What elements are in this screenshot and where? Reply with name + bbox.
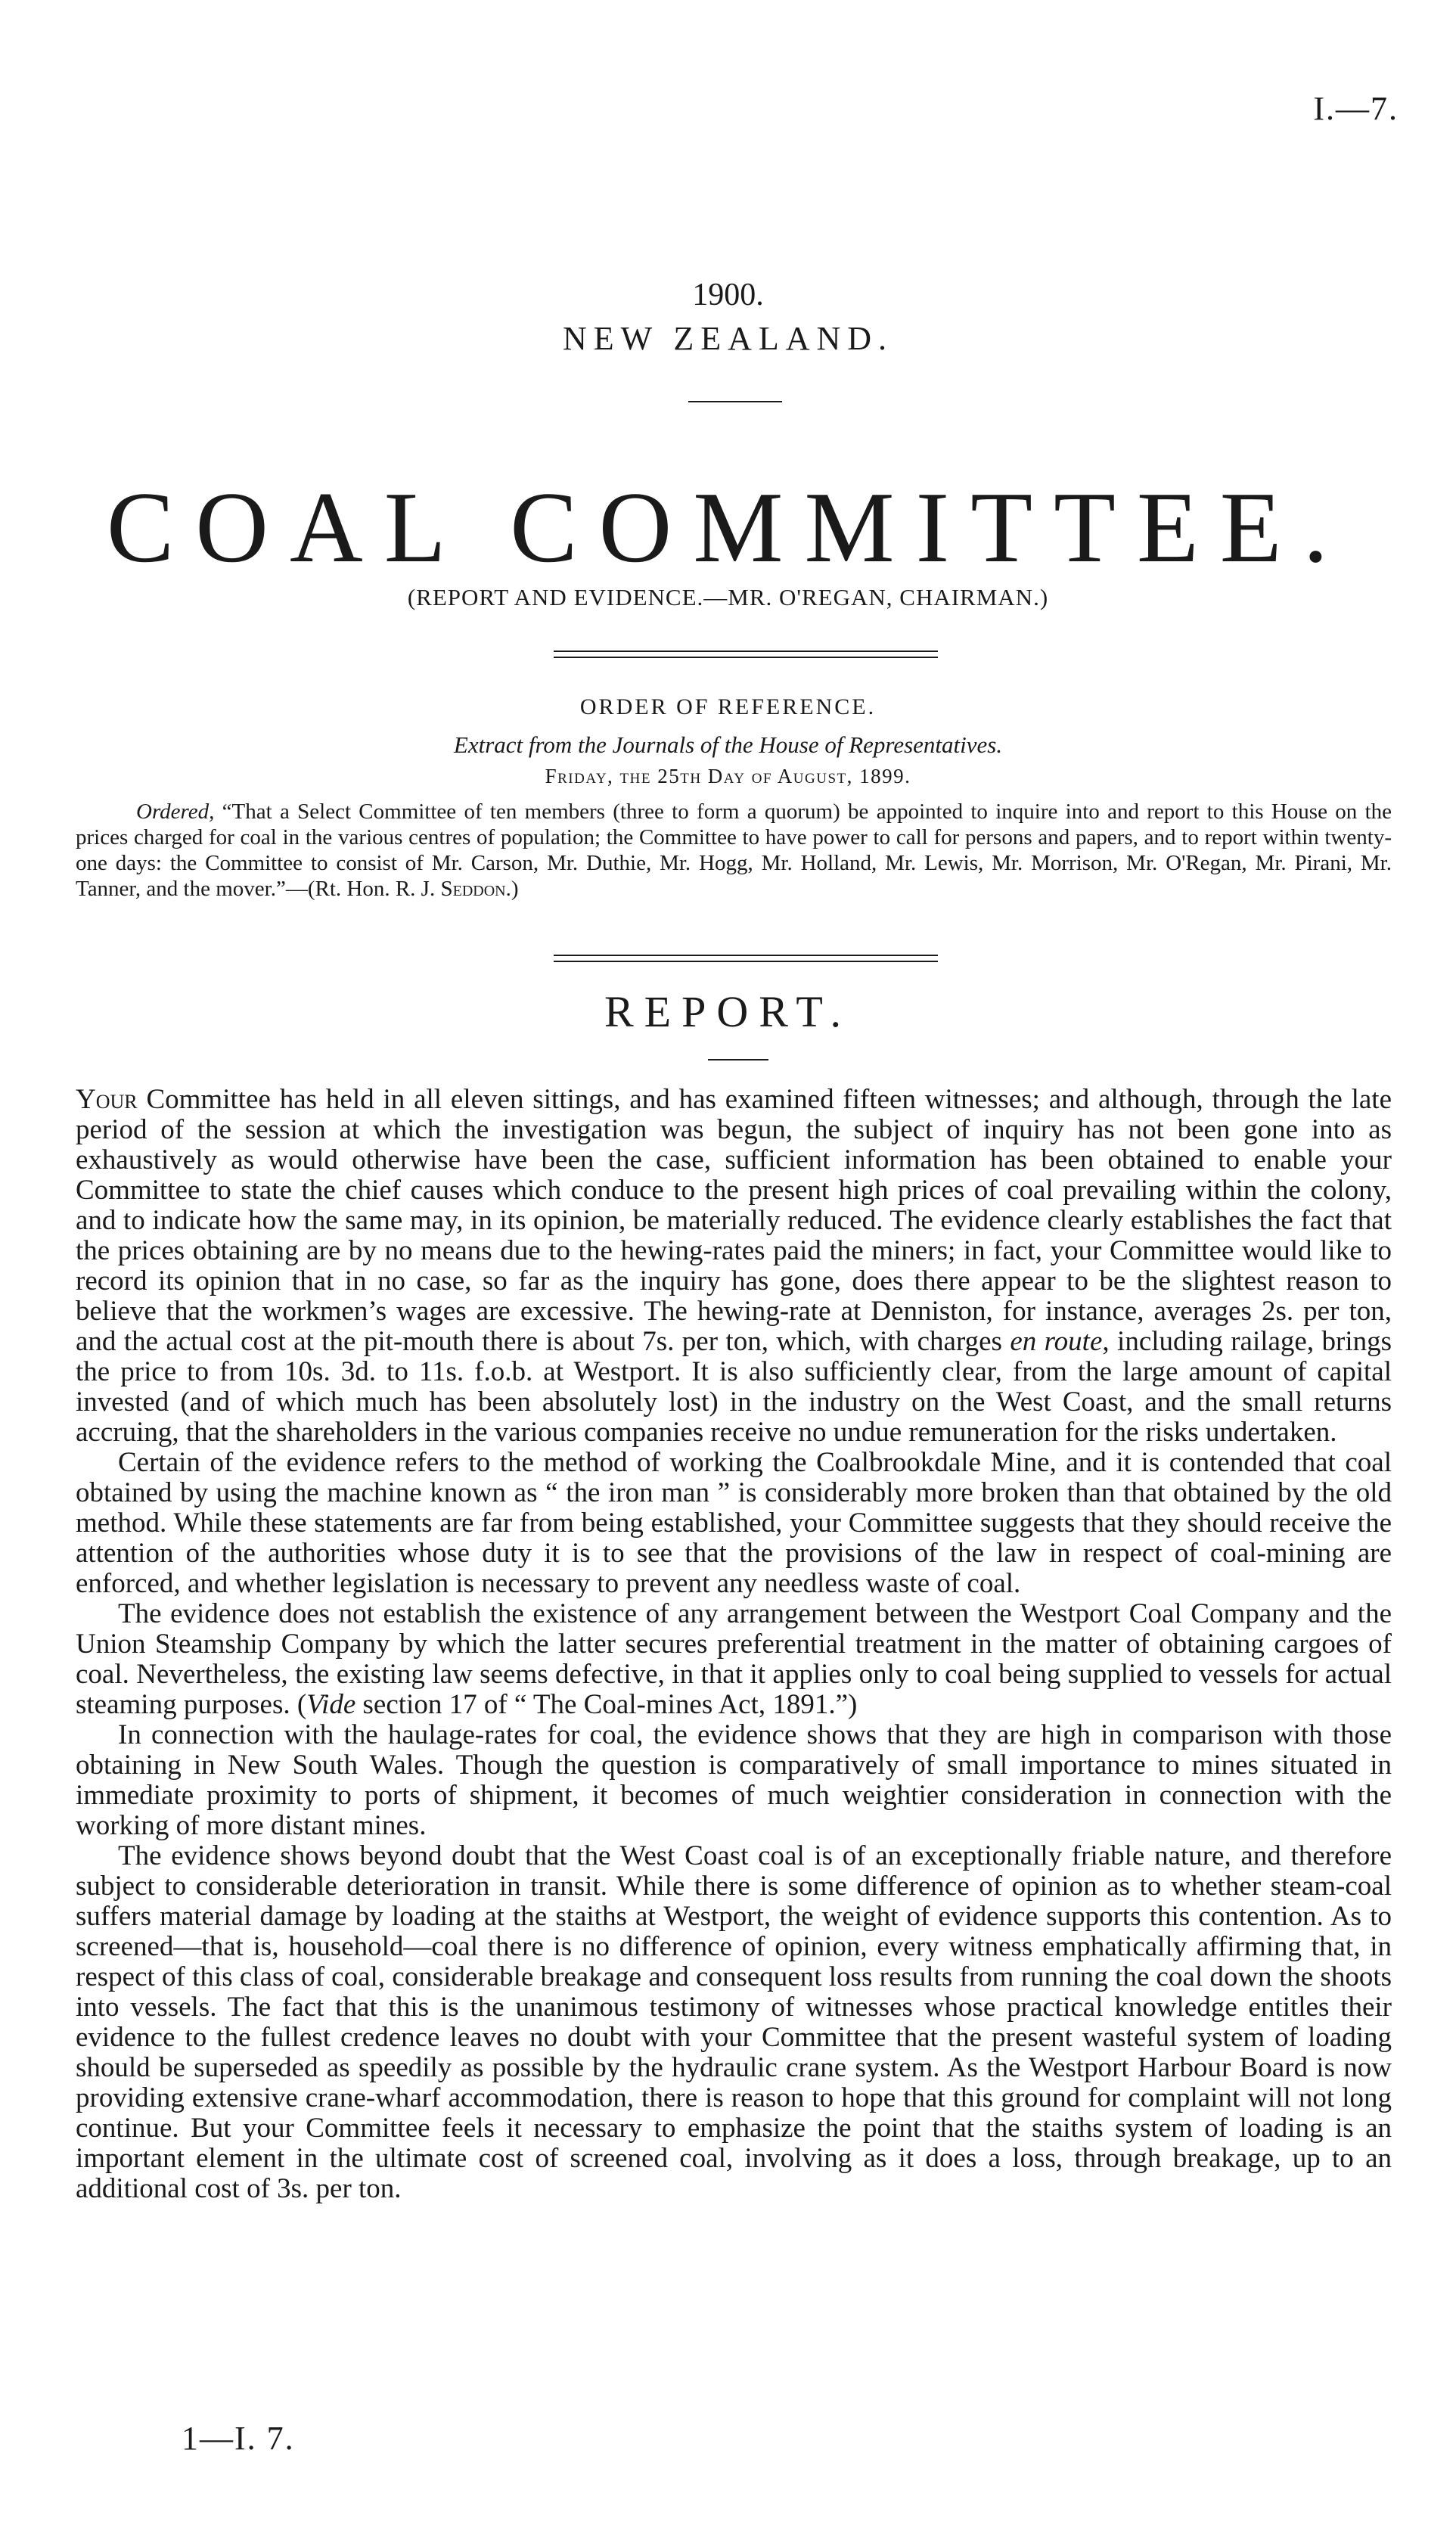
paragraph-text: , including railage, brings the price to from 10s. 3d. to 11s. f.o.b. at Westport. It is also sufficiently clear, from the large amount of capital invested (and of which much has been absolutely lost) in the industry on the West Coast, and the small returns accruing, that the shareholders in the various companies receive no undue remuneration for the risks undertaken. (76, 1326, 1392, 1448)
report-paragraph (76, 1599, 1392, 1720)
report-paragraph: Certain of the evidence refers to the method of working the Coalbrookdale Mine, and it is contended that coal obtained by using the machine known as “ the iron man ” is considerably more broken than that obtained by the old method. While these statements are far from being established, your Committee suggests that they should receive the attention of the authorities whose duty it is to see that the provisions of the law in respect of coal-mining are enforced, and whether legislation is necessary to prevent any needless waste of coal. (76, 1447, 1392, 1599)
ordered-end: .) (505, 877, 519, 901)
report-paragraph: The evidence shows beyond doubt that the West Coast coal is of an exceptionally friable nature, and therefore subject to considerable deterioration in transit. While there is some difference of opinion as to whether steam-coal suffers material damage by loading at the staiths at Westport, the weight of evidence supports this contention. As to screened—that is, household—coal there is no difference of opinion, every witness emphatically affirming that, in respect of this class of coal, considerable breakage and consequent loss results from running the coal down the shoots into vessels. The fact that this is the unanimous testimony of witnesses whose practical knowledge entitles their evidence to the fullest credence leaves no doubt with your Committee that the present wasteful system of loading should be superseded as speedily as possible by the hydraulic crane system. As the Westport Harbour Board is now providing extensive crane-wharf accommodation, there is reason to hope that this ground for complaint will not long continue. But your Committee feels it necessary to emphasize the point that the staiths system of loading is an important element in the ultimate cost of screened coal, involving as it does a loss, through breakage, up to an additional cost of 3s. per ton. (76, 1840, 1392, 2204)
divider (688, 401, 782, 402)
double-divider (554, 955, 938, 962)
report-heading: REPORT. (604, 987, 852, 1036)
page-number: I.—7. (1313, 90, 1399, 127)
report-paragraph: In connection with the haulage-rates for coal, the evidence shows that they are high in comparison with those obtaining in New South Wales. Though the question is comparatively of small importance to mines situated in immediate proximity to ports of shipment, it becomes of much weightier consideration in connection with the working of more distant mines. (76, 1719, 1392, 1841)
country-heading: NEW ZEALAND. (562, 320, 894, 357)
ordered-body: “That a Select Committee of ten members (three to form a quorum) be appointed to inquire into and report to this House on the prices charged for coal in the various centres of population; the Committee to have power to call for persons and papers, and to report within twenty-one days: the Committee to consist of Mr. Carson, Mr. Duthie, Mr. Hogg, Mr. Holland, Mr. Lewis, Mr. Morrison, Mr. O'Regan, Mr. Pirani, Mr. Tanner, and the mover.”—(Rt. Hon. R. J. (76, 800, 1392, 901)
ordered-mover: Seddon (440, 877, 506, 901)
paragraph-emphasis: Vide (306, 1689, 356, 1720)
report-body (76, 1085, 1392, 2204)
document-subtitle: (REPORT AND EVIDENCE.—MR. O'REGAN, CHAIRMAN.) (407, 584, 1049, 610)
paragraph-text: section 17 of “ The Coal-mines Act, 1891.”) (355, 1689, 858, 1720)
double-divider (554, 651, 938, 658)
paragraph-lead: Your (76, 1084, 138, 1115)
paragraph-text: Committee has held in all eleven sittings, and has examined fifteen witnesses; and although, through the late period of the session at which the investigation was begun, the subject of inquiry has not been gone into as exhaustively as would otherwise have been the case, sufficient information has been obtained to enable your Committee to state the chief causes which conduce to the present high prices of coal prevailing within the colony, and to indicate how the same may, in its opinion, be materially reduced. The evidence clearly establishes the fact that the prices obtaining are by no means due to the hewing-rates paid the miners; in fact, your Committee would like to record its opinion that in no case, so far as the inquiry has gone, does there appear to be the slightest reason to believe that the workmen’s wages are excessive. The hewing-rate at Denniston, for instance, averages 2s. per ton, and the actual cost at the pit-mouth there is about 7s. per ton, which, with charges (76, 1084, 1392, 1357)
divider (708, 1059, 768, 1060)
paragraph-text: The evidence does not establish the existence of any arrangement between the Westport Coal Company and the Union Steamship Company by which the latter secures preferential treatment in the matter of obtaining cargoes of coal. Nevertheless, the existing law seems defective, in that it applies only to coal being supplied to vessels for actual steaming purposes. ( (76, 1598, 1392, 1720)
order-of-reference-text (76, 799, 1392, 902)
ordered-lead: Ordered, (136, 800, 215, 824)
order-of-reference-heading: ORDER OF REFERENCE. (579, 694, 877, 719)
document-title: COAL COMMITTEE. (106, 471, 1350, 583)
paragraph-emphasis: en route (1010, 1326, 1103, 1357)
year: 1900. (692, 278, 764, 312)
date-line: Friday, the 25th Day of August, 1899. (545, 765, 911, 787)
signature-mark: 1—I. 7. (182, 2420, 295, 2457)
report-paragraph (76, 1085, 1392, 1448)
extract-line: Extract from the Journals of the House of Representatives. (453, 731, 1003, 758)
